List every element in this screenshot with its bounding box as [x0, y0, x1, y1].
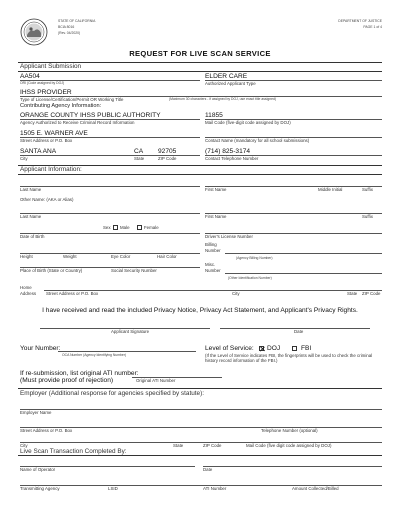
- other-name-label: Other Name: (AKA or Alias): [20, 197, 74, 202]
- operator-label: Name of Operator: [20, 466, 56, 472]
- dob-line[interactable]: [20, 233, 200, 234]
- contact-name-label: Contact Name (mandatory for all school submissions): [205, 137, 310, 143]
- aka-first-name-line[interactable]: [205, 213, 382, 214]
- drivers-license-label: Driver's License Number: [205, 233, 253, 239]
- fbi-label: FBI: [301, 345, 312, 352]
- header-revision: (Rev. 04/2020): [58, 31, 81, 35]
- home-label: Home: [20, 285, 32, 290]
- section-divider: [18, 174, 382, 175]
- last-name-line[interactable]: [20, 186, 200, 187]
- agency-billing-label: (Agency Billing Number): [236, 256, 273, 260]
- ori-value[interactable]: AA504: [20, 73, 40, 80]
- applicant-type-value[interactable]: ELDER CARE: [205, 73, 248, 80]
- last-name-label: Last Name: [20, 186, 42, 192]
- amount-collected-label: Amount Collected/Billed: [292, 485, 339, 491]
- home-street-label: Street Address or P.O. Box: [46, 290, 99, 296]
- employer-street-label: Street Address or P.O. Box: [20, 427, 73, 433]
- state-label: State: [134, 155, 145, 161]
- street-label: Street Address or P.O. Box: [20, 137, 73, 143]
- sex-label: Sex: [103, 225, 111, 230]
- aka-last-name-label: Last Name: [20, 213, 42, 219]
- other-id-label: (Other Identification Number): [228, 275, 272, 280]
- female-label: Female: [144, 225, 159, 230]
- contributing-agency-heading: Contributing Agency Information:: [20, 103, 102, 109]
- aka-first-name-label: First Name: [205, 213, 227, 219]
- city-value[interactable]: SANTA ANA: [20, 148, 57, 155]
- original-ati-label: Original ATI Number: [136, 377, 176, 383]
- fbi-checkbox[interactable]: [292, 346, 297, 351]
- agency-label: Agency Authorized to Receive Criminal Record Information: [20, 119, 135, 125]
- header-department: DEPARTMENT OF JUSTICE: [338, 19, 382, 23]
- applicant-submission-heading: Applicant Submission: [20, 63, 82, 70]
- ati-number-label: ATI Number: [203, 485, 227, 491]
- employer-city-label: City: [20, 442, 28, 448]
- employer-mail-code-label: Mail Code (five digit code assigned by DOJ): [246, 442, 332, 448]
- suffix-label: Suffix: [362, 186, 373, 192]
- place-of-birth-label: Place of Birth (State or Country): [20, 267, 83, 273]
- signature-date-label: Date: [294, 328, 304, 334]
- agency-value[interactable]: ORANGE COUNTY IHSS PUBLIC AUTHORITY: [20, 112, 161, 119]
- employer-heading: Employer (Additional response for agencies specified by statute):: [20, 390, 205, 397]
- phone-value[interactable]: (714) 825-3174: [205, 148, 251, 155]
- mail-code-label: Mail Code (five-digit code assigned by DOJ): [205, 119, 291, 125]
- live-scan-date-line[interactable]: [203, 466, 382, 467]
- state-value[interactable]: CA: [134, 148, 144, 155]
- doj-label: DOJ: [267, 345, 281, 352]
- billing-number-label: Number: [205, 248, 221, 253]
- home-zip-label: ZIP Code: [362, 290, 381, 296]
- city-label: City: [20, 155, 28, 161]
- employer-zip-label: ZIP Code: [203, 442, 222, 448]
- working-title-label: Type of License/Certification/Permit OR Working Title: [20, 96, 124, 102]
- applicant-type-label: Authorized Applicant Type: [205, 80, 256, 86]
- zip-value[interactable]: 92705: [158, 148, 177, 155]
- resubmission-line2: (Must provide proof of rejection): [20, 377, 114, 384]
- misc-number-line[interactable]: [225, 273, 382, 274]
- hair-color-label: Hair Color: [157, 253, 177, 259]
- level-of-service-label: Level of Service:: [205, 345, 254, 352]
- applicant-information-heading: Applicant Information:: [20, 166, 82, 173]
- header-page: PAGE 1 of 4: [363, 25, 382, 29]
- weight-label: Weight: [63, 253, 77, 259]
- working-title-note: (Maximum 30 characters - if assigned by DOJ, use exact title assigned): [169, 97, 277, 101]
- first-name-line[interactable]: [205, 186, 382, 187]
- level-note: (If the Level of Service indicates FBI, the fingerprints will be used to check the criminal history record information of the FBI.): [205, 353, 373, 363]
- section-divider: [18, 455, 382, 456]
- state-seal-icon: [20, 18, 48, 46]
- home-state-label: State: [347, 290, 358, 296]
- zip-label: ZIP Code: [158, 155, 177, 161]
- transmitting-agency-label: Transmitting Agency: [20, 485, 60, 491]
- dob-label: Date of Birth: [20, 233, 45, 239]
- aka-last-name-line[interactable]: [20, 213, 200, 214]
- employer-phone-label: Telephone Number (optional): [261, 427, 318, 433]
- live-scan-date-label: Date: [203, 466, 213, 472]
- oca-number-label: OCA Number (Agency Identifying Number): [62, 352, 127, 357]
- phone-label: Contact Telephone Number: [205, 155, 259, 161]
- section-divider: [18, 388, 382, 389]
- page-title: REQUEST FOR LIVE SCAN SERVICE: [129, 49, 271, 58]
- header-state: STATE OF CALIFORNIA: [58, 19, 96, 23]
- working-title-value[interactable]: IHSS PROVIDER: [20, 89, 72, 96]
- signature-label: Applicant Signature: [111, 328, 150, 334]
- privacy-statement: I have received and read the included Privacy Notice, Privacy Act Statement, and Applicant's Privacy Rights.: [42, 307, 358, 314]
- address-label: Address: [20, 290, 37, 296]
- employer-state-label: State: [173, 442, 184, 448]
- lsid-label: LSID: [108, 485, 118, 491]
- street-value[interactable]: 1505 E. WARNER AVE: [20, 130, 88, 137]
- doj-checkbox[interactable]: [259, 346, 264, 351]
- male-checkbox[interactable]: [113, 225, 118, 230]
- billing-label: Billing: [205, 242, 217, 247]
- misc-number-label: Number: [205, 268, 221, 273]
- live-scan-heading: Live Scan Transaction Completed By:: [20, 448, 127, 455]
- mail-code-value[interactable]: 11855: [205, 112, 223, 119]
- resubmission-line1: If re-submission, list original ATI number:: [20, 370, 139, 377]
- employer-name-line[interactable]: [20, 409, 382, 410]
- header-form-number: BCIA 8016: [58, 25, 75, 29]
- male-label: Male: [120, 225, 130, 230]
- ssn-label: Social Security Number: [111, 267, 157, 273]
- home-city-label: City: [232, 290, 240, 296]
- section-divider: [18, 71, 382, 72]
- employer-street-line[interactable]: [20, 427, 382, 428]
- height-label: Height: [20, 253, 33, 259]
- first-name-label: First Name: [205, 186, 227, 192]
- aka-suffix-label: Suffix: [362, 213, 373, 219]
- eye-color-label: Eye Color: [111, 253, 131, 259]
- female-checkbox[interactable]: [137, 225, 142, 230]
- middle-initial-label: Middle Initial: [318, 186, 343, 192]
- billing-number-line[interactable]: [225, 253, 382, 254]
- your-number-label: Your Number:: [20, 345, 61, 352]
- ori-label: ORI (Code assigned by DOJ): [20, 81, 65, 85]
- misc-label: Misc.: [205, 262, 216, 267]
- employer-name-label: Employer Name: [20, 409, 52, 415]
